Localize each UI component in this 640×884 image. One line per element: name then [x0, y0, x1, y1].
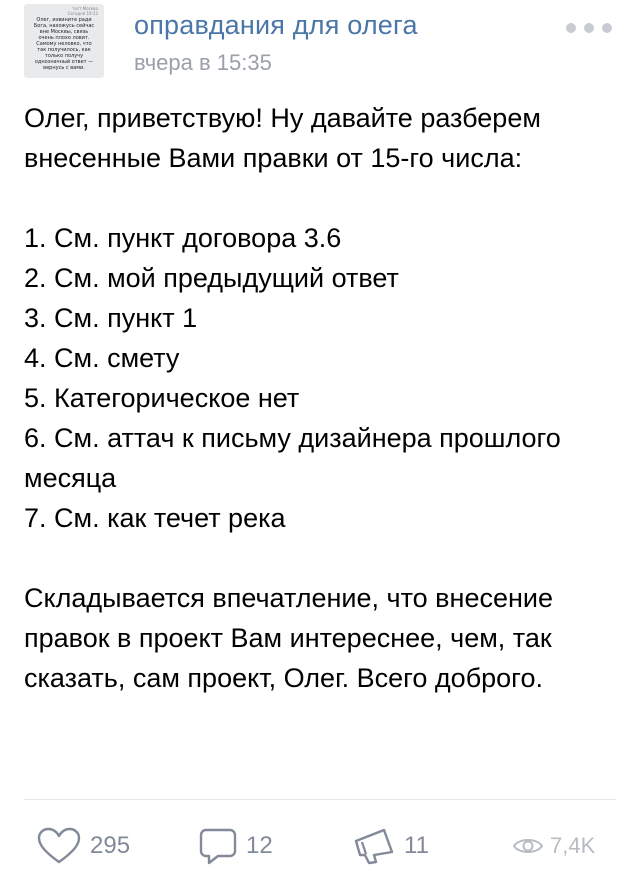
more-dot	[566, 23, 576, 33]
post-header	[0, 0, 640, 90]
avatar-message-text: Олег, извините ради Бога, нахожусь сейчас вне Москвы, связь очень плохо ловит. Самому неловко, что так получилось, как только получу однозначный ответ — вернусь с вами.	[33, 17, 95, 71]
share-icon	[352, 826, 396, 866]
paragraph-gap	[24, 538, 624, 578]
heart-icon	[36, 826, 82, 866]
community-name[interactable]: оправдания для олега	[134, 10, 418, 40]
list-item: 2. См. мой предыдущий ответ	[24, 263, 399, 293]
comments-count: 12	[246, 832, 273, 859]
avatar-header-text: тест.Москва Сегодня 19:22	[67, 6, 98, 16]
comment-button[interactable]	[198, 826, 273, 866]
more-dot	[602, 23, 612, 33]
list-item: 4. См. смету	[24, 343, 180, 373]
post-actions	[0, 800, 640, 884]
eye-icon	[512, 835, 544, 857]
more-dot	[584, 23, 594, 33]
like-button[interactable]	[36, 826, 130, 866]
more-dots-icon[interactable]	[566, 22, 612, 34]
list-item: 6. См. аттач к письму дизайнера прошлого месяца	[24, 423, 561, 493]
post-outro: Складывается впечатление, что внесение правок в проект Вам интереснее, чем, так сказать, сам проект, Олег. Всего доброго.	[24, 583, 553, 693]
comment-icon	[198, 826, 238, 866]
community-avatar[interactable]	[24, 4, 104, 78]
post-time[interactable]: вчера в 15:35	[134, 50, 272, 75]
list-item: 1. См. пункт договора 3.6	[24, 223, 342, 253]
views-count: 7,4K	[550, 833, 596, 858]
reposts-count: 11	[404, 832, 429, 859]
share-button[interactable]	[352, 826, 429, 866]
likes-count: 295	[90, 832, 131, 859]
views-indicator	[512, 826, 595, 866]
post-intro: Олег, приветствую! Ну давайте разберем внесенные Вами правки от 15-го числа:	[24, 103, 541, 173]
post-text	[24, 98, 624, 698]
list-item: 7. См. как течет река	[24, 503, 286, 533]
paragraph-gap	[24, 178, 624, 218]
list-item: 5. Категорическое нет	[24, 383, 300, 413]
list-item: 3. См. пункт 1	[24, 303, 198, 333]
